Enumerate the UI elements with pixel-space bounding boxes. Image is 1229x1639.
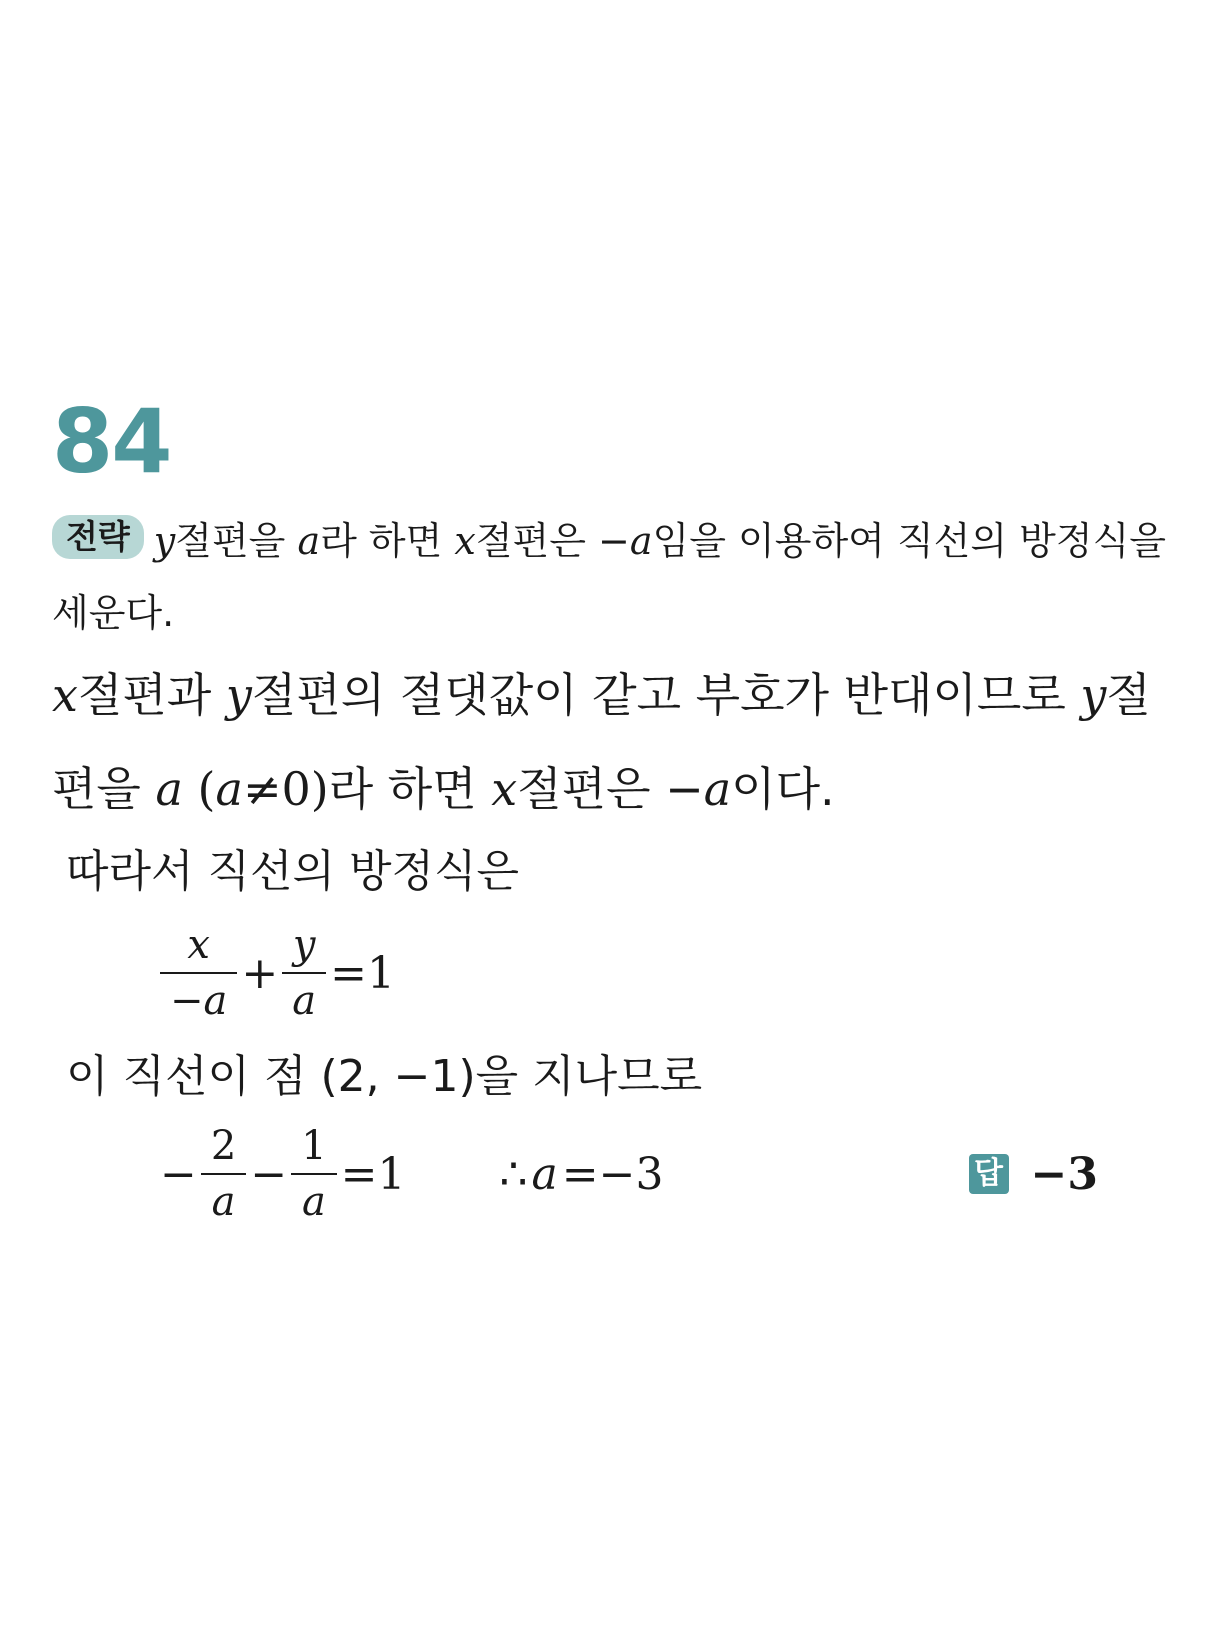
plus-sign: + (241, 947, 279, 999)
math-var: x (491, 762, 518, 816)
explanation-text (52, 648, 1192, 836)
fraction-numerator: 1 (291, 1123, 336, 1175)
text-run: 절편과 (77, 668, 226, 722)
therefore-symbol: ∴ (499, 1148, 528, 1200)
math-var: y (1080, 668, 1107, 722)
equation-1 (158, 922, 397, 1024)
fraction-denominator: −a (170, 978, 228, 1024)
fraction (282, 922, 326, 1024)
math-var: x (454, 519, 476, 563)
answer-value: −3 (1030, 1148, 1098, 1200)
text-run: ( (182, 762, 216, 816)
text-run: 절편은 − (475, 519, 630, 563)
equation-rhs: =1 (330, 947, 395, 999)
result-value: =−3 (561, 1148, 664, 1200)
fraction-numerator: y (282, 922, 326, 974)
math-var: a (531, 1148, 558, 1200)
solution-line-2: 이 직선이 점 (2, −1)을 지나므로 (66, 1051, 703, 1102)
text-run: 라 하면 (320, 519, 455, 563)
text-run: 이다. (731, 762, 835, 816)
math-var: a (703, 762, 732, 816)
strategy-badge: 전략 (52, 515, 144, 559)
fraction (160, 922, 237, 1024)
minus-sign: − (250, 1148, 288, 1200)
math-var: x (52, 668, 78, 722)
math-var: a (215, 762, 243, 816)
fraction-denominator: a (211, 1179, 236, 1225)
math-var: y (153, 519, 176, 563)
math-var: y (225, 668, 252, 722)
strategy-text (52, 505, 1182, 649)
fraction-denominator: a (302, 1179, 326, 1225)
math-var: a (297, 519, 321, 563)
text-run: ≠0)라 하면 (242, 762, 492, 816)
fraction (291, 1123, 336, 1225)
equation-2 (158, 1123, 1098, 1225)
math-var: a (155, 762, 183, 816)
fraction-numerator: x (160, 922, 237, 974)
text-run: 절편은 − (517, 762, 704, 816)
fraction (201, 1123, 246, 1225)
minus-sign: − (160, 1148, 197, 1200)
solution-line-1: 따라서 직선의 방정식은 (66, 846, 520, 897)
answer-badge: 답 (969, 1154, 1009, 1194)
problem-number: 84 (52, 390, 171, 493)
equation-rhs: =1 (340, 1148, 406, 1200)
math-var: a (629, 519, 653, 563)
text-run: 절편을 (175, 519, 298, 563)
fraction-denominator: a (292, 978, 317, 1024)
text-run: 절편의 절댓값이 같고 부호가 반대이므로 (251, 668, 1081, 722)
text-run: 임을 이용하여 직선의 방정식을 세운다. (52, 519, 1166, 635)
text-run: 절편을 (52, 668, 1151, 816)
fraction-numerator: 2 (201, 1123, 246, 1175)
